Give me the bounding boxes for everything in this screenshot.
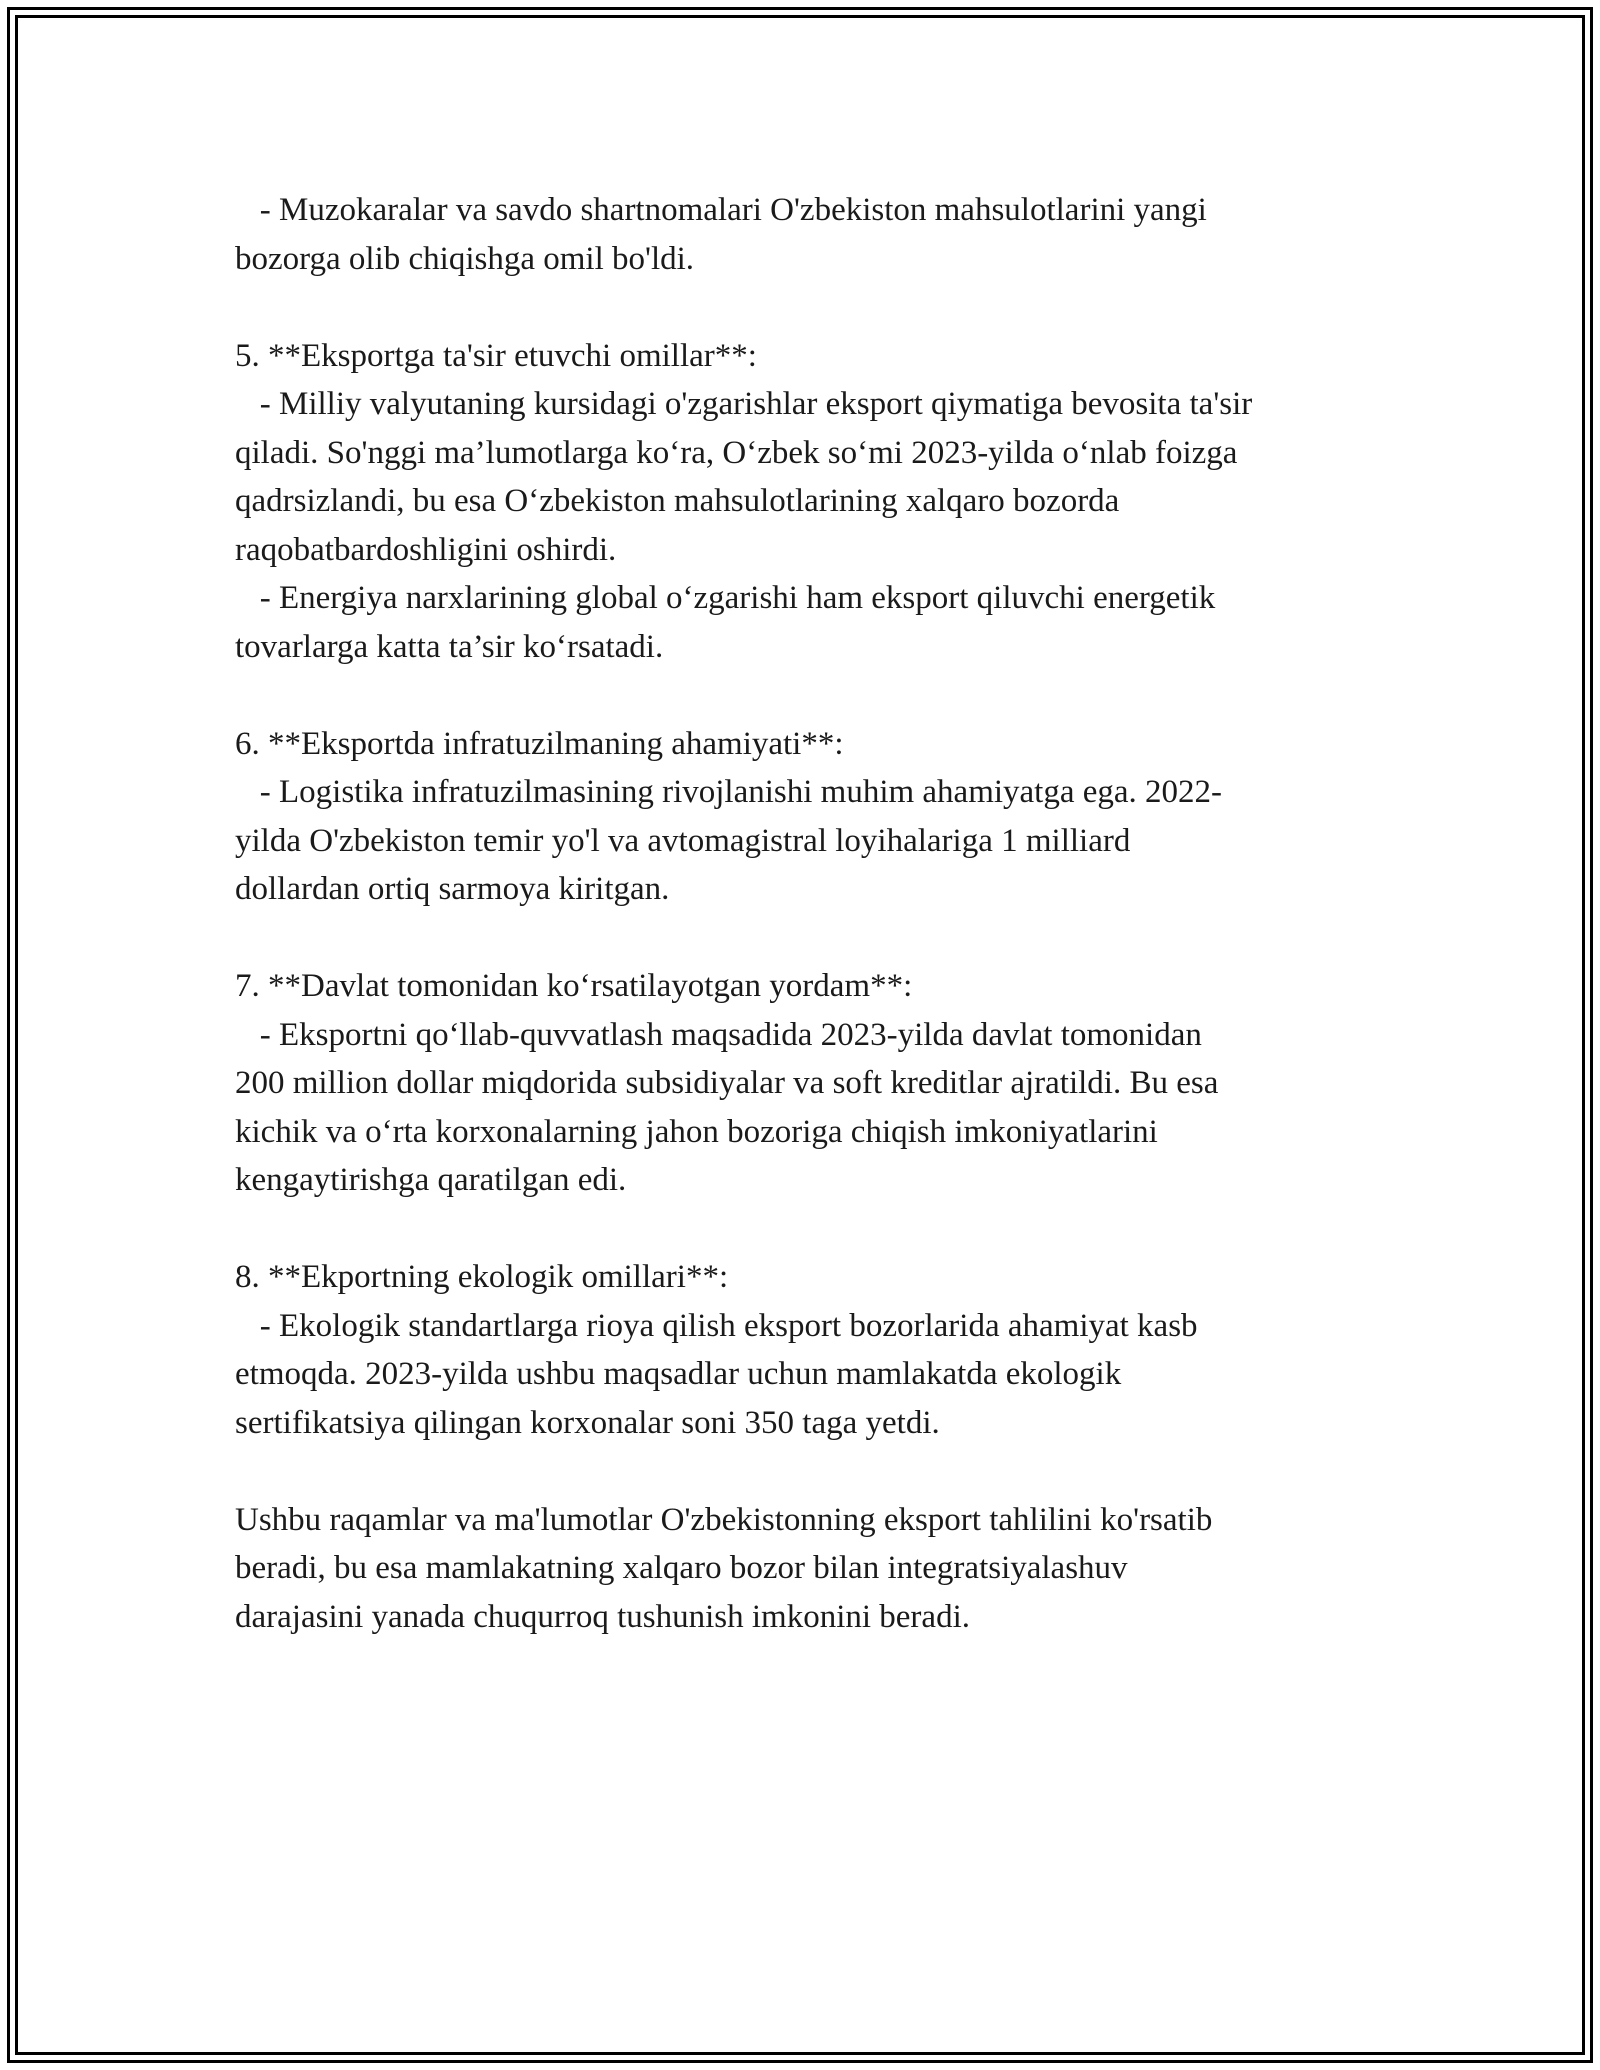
blank-line [235, 671, 1375, 720]
text-line: beradi, bu esa mamlakatning xalqaro bozor bilan integratsiyalashuv [235, 1550, 1128, 1586]
text-line: - Ekologik standartlarga rioya qilish eksport bozorlarida ahamiyat kasb [235, 1307, 1198, 1344]
text-line: Ushbu raqamlar va ma'lumotlar O'zbekistonning eksport tahlilini ko'rsatib [235, 1501, 1213, 1538]
text-line: - Milliy valyutaning kursidagi o'zgarishlar eksport qiymatiga bevosita ta'sir [235, 386, 1253, 422]
text-line: kichik va o‘rta korxonalarning jahon bozoriga chiqish imkoniyatlarini [235, 1113, 1158, 1150]
text-line: - Eksportni qo‘llab-quvvatlash maqsadida 2023-yilda davlat tomonidan [235, 1016, 1202, 1053]
text-line: kengaytirishga qaratilgan edi. [235, 1162, 627, 1198]
blank-line [235, 914, 1375, 963]
document-body [235, 186, 1375, 1641]
text-line: - Muzokaralar va savdo shartnomalari O'zbekiston mahsulotlarini yangi [235, 192, 1207, 228]
blank-line [235, 283, 1375, 332]
text-line: 200 million dollar miqdorida subsidiyalar va soft kreditlar ajratildi. Bu esa [235, 1065, 1219, 1101]
text-line: darajasini yanada chuqurroq tushunish imkonini beradi. [235, 1598, 970, 1635]
text-line: - Logistika infratuzilmasining rivojlanishi muhim ahamiyatga ega. 2022- [235, 774, 1223, 810]
text-line: tovarlarga katta ta’sir ko‘rsatadi. [235, 628, 664, 665]
section-heading: 6. **Eksportda infratuzilmaning ahamiyati**: [235, 725, 844, 762]
text-line: dollardan ortiq sarmoya kiritgan. [235, 871, 670, 907]
text-line: qiladi. So'nggi ma’lumotlarga ko‘ra, O‘zbek so‘mi 2023-yilda o‘nlab foizga [235, 434, 1238, 471]
text-line: raqobatbardoshligini oshirdi. [235, 531, 617, 568]
blank-line [235, 1205, 1375, 1254]
text-line: qadrsizlandi, bu esa O‘zbekiston mahsulotlarining xalqaro bozorda [235, 483, 1120, 519]
section-heading: 8. **Ekportning ekologik omillari**: [235, 1259, 729, 1295]
section-heading: 7. **Davlat tomonidan ko‘rsatilayotgan yordam**: [235, 968, 913, 1004]
text-line: bozorga olib chiqishga omil bo'ldi. [235, 240, 695, 277]
text-line: - Energiya narxlarining global o‘zgarishi ham eksport qiluvchi energetik [235, 580, 1216, 616]
text-line: sertifikatsiya qilingan korxonalar soni 350 taga yetdi. [235, 1404, 940, 1441]
text-line: yilda O'zbekiston temir yo'l va avtomagistral loyihalariga 1 milliard [235, 822, 1131, 859]
text-line: etmoqda. 2023-yilda ushbu maqsadlar uchun mamlakatda ekologik [235, 1356, 1122, 1392]
section-heading: 5. **Eksportga ta'sir etuvchi omillar**: [235, 337, 757, 374]
blank-line [235, 1447, 1375, 1496]
